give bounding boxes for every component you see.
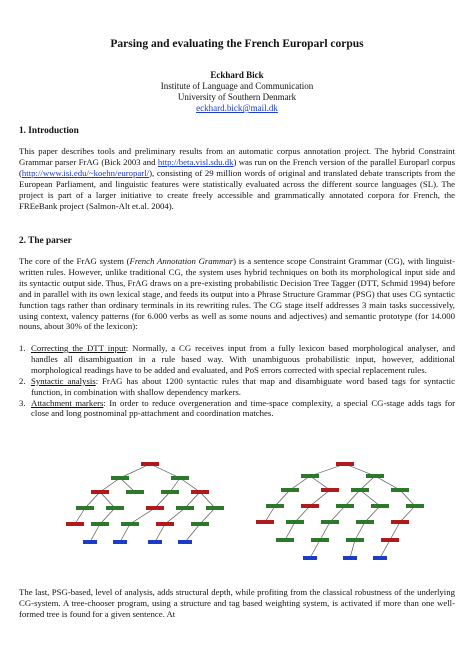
affiliation-line-2: University of Southern Denmark (177, 92, 297, 102)
intro-text-c: ), consisting of 29 million words of original and translated debate transcripts from the European Parliament, and linguistic features were statistically evaluated across the different source languages (SL). The project is part of a larger initiative to create freely accessible and grammatically annotated corpora for French, the FREeBank project (Salmon-Alt et.al. 2004). (19, 167, 455, 211)
tree-edge (400, 490, 415, 506)
tree-node (346, 538, 364, 542)
tree-edge (285, 522, 295, 540)
list-item (19, 343, 455, 376)
tree-node (76, 506, 94, 510)
tree-node (356, 520, 374, 524)
list-item-keyword: Attachment markers (31, 397, 104, 408)
list-item-text: : Normally, a CG receives input from a fully lexicon based morphological analyser, and handles all disambiguation in a rule based way. With unambiguous probabilistic input, however, additional morphological readings have to be added and evaluated, and PoS errors corrected with special replacement rules. (31, 343, 455, 375)
tree-node (161, 490, 179, 494)
tree-node (321, 520, 339, 524)
tree-edge (320, 522, 330, 540)
intro-text-b: ) was run on the French version of the parallel Europarl corpus ( (19, 156, 455, 178)
tree-node (111, 476, 129, 480)
tree-edge (120, 524, 130, 542)
tree-node (303, 556, 317, 560)
tree-node (281, 488, 299, 492)
tree-node (343, 556, 357, 560)
email-line (0, 103, 474, 113)
tree-node (206, 506, 224, 510)
tree-node (66, 522, 84, 526)
tree-edge (365, 506, 380, 522)
list-item-text: : In order to reduce overgeneration and time-space complexity, a special CG-stage adds tags for close and long postnominal pp-attachment and coordination matches. (31, 397, 455, 419)
tree-edge (155, 492, 170, 508)
tree-edge (380, 540, 390, 558)
tree-edge (120, 478, 135, 492)
list-item-number: 3. (19, 397, 26, 408)
paper-title: Parsing and evaluating the French Europarl corpus (110, 38, 364, 50)
tree-edge (265, 506, 275, 522)
europarl-link[interactable]: http://www.isi.edu/~koehn/europarl/ (21, 167, 150, 178)
list-item-keyword: Syntactic analysis (31, 375, 96, 386)
parser-paragraph (19, 256, 455, 332)
tree-node (391, 520, 409, 524)
tree-edge (400, 506, 415, 522)
tree-edge (185, 492, 200, 508)
tree-edge (170, 478, 180, 492)
tree-edge (390, 522, 400, 540)
task-list (19, 343, 455, 419)
closing-paragraph: The last, PSG-based, level of analysis, adds structural depth, while profiting from the classical robustness of the underlying CG-system. A tree-chooser program, using a structure and tag based weighting system, is activated if more than one well-formed tree is found for a given sentence. At (19, 587, 455, 619)
tree-node (91, 490, 109, 494)
tree-edge (100, 508, 115, 524)
tree-node (351, 488, 369, 492)
tree-edge (310, 490, 330, 506)
tree-edge (355, 522, 365, 540)
tree-edge (360, 490, 380, 506)
tree-edge (75, 508, 85, 524)
parser-text-b: ) is a sentence scope Constraint Grammar (CG), with linguist-written rules. However, unlike traditional CG, the system uses hybrid techniques on both its morphological input side and its syntactic output side. Thus, FrAG draws on a pre-existing probabilistic Decision Tree Tagger (DTT, Schmid 1994) before and in parallel with its own lexical stage, and feeds its output into a Phrase Structure Grammar (PSG) that uses CG syntactic function tags rather than ordinary terminals in its rewriting rules. The CG stage itself addresses 3 main tasks successively, using context, valency patterns (for 6.000 verbs as well as some nouns and adjectives) and semantic prototype (for 14.000 nouns, about 30% of the lexicon): (19, 256, 455, 332)
tree-edge (375, 476, 400, 490)
tree-node (176, 506, 194, 510)
tree-node (381, 538, 399, 542)
tree-edge (85, 492, 100, 508)
tree-edge (120, 464, 150, 478)
author-name: Eckhard Bick (210, 70, 264, 80)
tree-edge (130, 508, 155, 524)
tree-edge (100, 492, 115, 508)
tree-node (148, 540, 162, 544)
section-heading-parser: 2. The parser (19, 236, 72, 246)
syntax-tree-figure (60, 460, 434, 568)
tree-node (276, 538, 294, 542)
tree-edge (350, 540, 355, 558)
tree-node (121, 522, 139, 526)
tree-edge (275, 490, 290, 506)
tree-edge (155, 524, 165, 542)
tree-node (113, 540, 127, 544)
visl-link[interactable]: http://beta.visl.sdu.dk (157, 156, 234, 167)
tree-node (311, 538, 329, 542)
tree-node (336, 504, 354, 508)
tree-node (191, 490, 209, 494)
tree-edge (200, 508, 215, 524)
tree-edge (360, 476, 375, 490)
tree-node (83, 540, 97, 544)
affiliation-line-1: Institute of Language and Communication (160, 81, 314, 91)
tree-edge (180, 478, 200, 492)
tree-node (366, 474, 384, 478)
tree-node (178, 540, 192, 544)
tree-edge (200, 492, 215, 508)
tree-edge (310, 540, 320, 558)
intro-paragraph (19, 146, 455, 211)
tree-edge (330, 506, 345, 522)
tree-edge (345, 490, 360, 506)
tree-node (321, 488, 339, 492)
tree-node (141, 462, 159, 466)
tree-edge (100, 478, 120, 492)
tree-node (301, 474, 319, 478)
tree-node (286, 520, 304, 524)
tree-edge (310, 476, 330, 490)
tree-node (191, 522, 209, 526)
tree-edge (185, 524, 200, 542)
tree-edge (295, 506, 310, 522)
tree-node (146, 506, 164, 510)
list-item-text: : FrAG has about 1200 syntactic rules that map and disambiguate word based tags for syntactic function, in combination with shallow dependency markers. (31, 375, 455, 397)
section-heading-intro: 1. Introduction (19, 126, 79, 136)
tree-edge (90, 524, 100, 542)
tree-node (336, 462, 354, 466)
tree-edge (150, 464, 180, 478)
tree-node (371, 504, 389, 508)
tree-node (266, 504, 284, 508)
tree-node (106, 506, 124, 510)
tree-node (373, 556, 387, 560)
list-item-number: 1. (19, 343, 26, 353)
list-item (19, 376, 455, 398)
tree-node (256, 520, 274, 524)
tree-node (156, 522, 174, 526)
intro-text-a: This paper describes tools and preliminary results from an automatic corpus annotation project. The hybrid Constraint Grammar parser FrAG (Bick 2003 and (19, 146, 455, 167)
list-item-number: 2. (19, 375, 26, 386)
parser-italic-term: French Annotation Grammar (129, 256, 234, 266)
tree-node (391, 488, 409, 492)
tree-node (171, 476, 189, 480)
list-item-keyword: Correcting the DTT input (31, 343, 126, 353)
tree-edge (290, 476, 310, 490)
tree-edge (165, 508, 185, 524)
parser-text-a: The core of the FrAG system ( (19, 256, 130, 266)
tree-node (91, 522, 109, 526)
tree-node (301, 504, 319, 508)
tree-node (406, 504, 424, 508)
email-link[interactable]: eckhard.bick@mail.dk (196, 103, 278, 113)
tree-node (126, 490, 144, 494)
list-item (19, 398, 455, 420)
